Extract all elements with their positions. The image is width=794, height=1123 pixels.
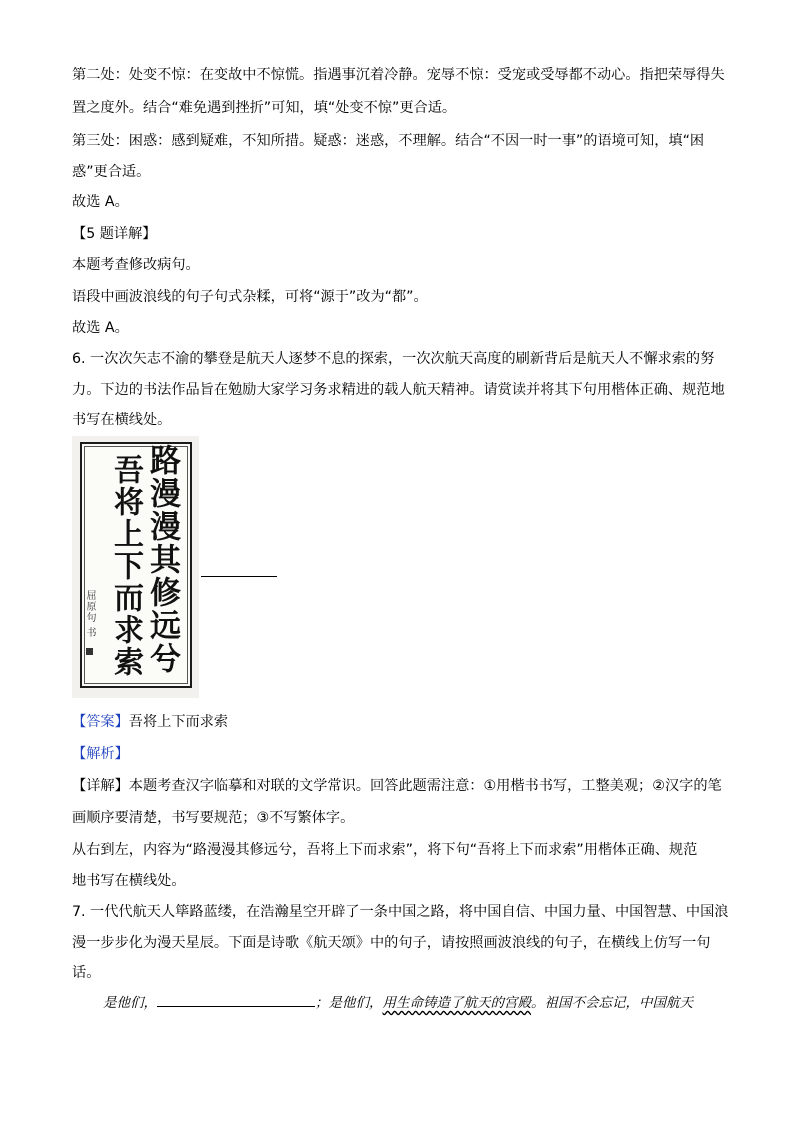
answer-line <box>72 712 732 732</box>
text-line: 第三处：困惑：感到疑难，不知所措。疑惑：迷惑，不理解。结合“不因一时一事”的语境可知，填“困 <box>72 133 705 149</box>
calligraphy-image <box>72 436 199 698</box>
detail-text: 地书写在横线处。 <box>72 873 186 889</box>
poem-excerpt <box>103 993 693 1013</box>
question-7-text: 漫一步步化为漫天星辰。下面是诗歌《航天颂》中的句子，请按照画波浪线的句子，在横线上仿写一句 <box>72 935 711 951</box>
detail-text: 画顺序要清楚，书写要规范；③不写繁体字。 <box>72 810 355 826</box>
question-6-text: 力。下边的书法作品旨在勉励大家学习务求精进的载人航天精神。请赏读并将其下句用楷体正确、规范地 <box>72 382 725 398</box>
question-7-text: 话。 <box>72 965 101 981</box>
text-line: 故选 A。 <box>72 194 129 210</box>
section-heading: 【5 题详解】 <box>72 226 157 242</box>
wavy-underlined-sentence: 用生命铸造了航天的宫殿 <box>382 995 531 1011</box>
answer-blank-line <box>201 576 277 577</box>
answer-tag: 【答案】 <box>72 714 129 730</box>
poem-part: ；是他们， <box>315 995 383 1011</box>
text-line: 故选 A。 <box>72 320 129 336</box>
question-6-text: 6. 一次次矢志不渝的攀登是航天人逐梦不息的探索，一次次航天高度的刷新背后是航天人不懈求索的努 <box>72 351 715 367</box>
text-line: 惑”更合适。 <box>72 164 151 180</box>
text-line: 本题考查修改病句。 <box>72 257 200 273</box>
poem-part: 是他们， <box>103 995 157 1011</box>
question-7-text: 7. 一代代航天人筚路蓝缕，在浩瀚星空开辟了一条中国之路，将中国自信、中国力量、中国智慧、中国浪 <box>72 904 729 920</box>
text-line: 置之度外。结合“难免遇到挫折”可知，填“处变不惊”更合适。 <box>72 100 457 116</box>
question-6-text: 书写在横线处。 <box>72 412 172 428</box>
seal-stamp <box>86 648 93 655</box>
calligraphy-column-lower: 吾将上下而求索 <box>108 454 143 678</box>
text-line: 语段中画波浪线的句子句式杂糅，可将“源于”改为“都”。 <box>72 289 428 305</box>
text-line: 第二处：处变不惊：在变故中不惊慌。指遇事沉着冷静。宠辱不惊：受宠或受辱都不动心。指把荣辱得失 <box>72 67 725 83</box>
detail-text: 从右到左，内容为“路漫漫其修远兮，吾将上下而求索”，将下句“吾将上下而求索”用楷体正确、规范 <box>72 842 698 858</box>
detail-text: 【详解】本题考查汉字临摹和对联的文学常识。回答此题需注意：①用楷书书写，工整美观；②汉字的笔 <box>72 778 722 794</box>
analysis-tag: 【解析】 <box>72 746 129 762</box>
calligraphy-signature: 屈原句 书 <box>84 590 95 639</box>
answer-text: 吾将上下而求索 <box>128 714 229 730</box>
fill-in-blank[interactable] <box>157 994 315 1007</box>
poem-part: 。祖国不会忘记，中国航天 <box>531 995 693 1011</box>
calligraphy-column-upper: 路漫漫其修远兮 <box>144 444 180 675</box>
